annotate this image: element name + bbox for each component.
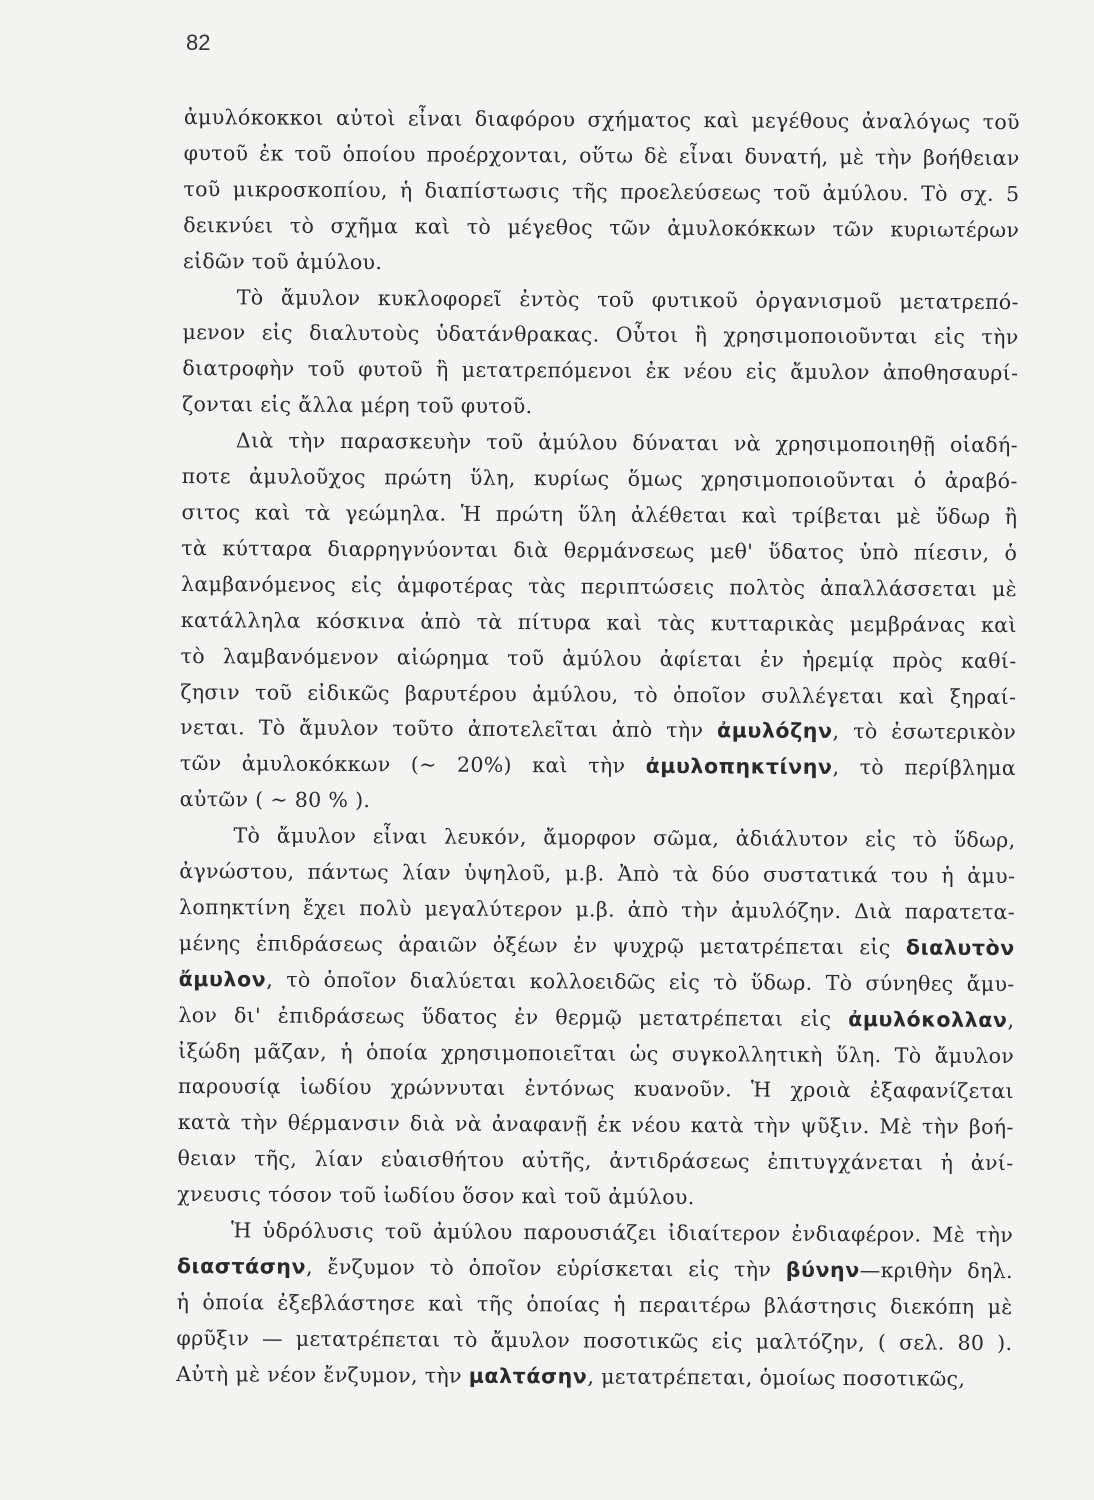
text-line: Τὸ ἄμυλον εἶναι λευκόν, ἄμορφον σῶμα, ἀδιάλυτον εἰς τὸ ὕδωρ, (233, 823, 1016, 853)
bold-term: ἄμυλον (178, 966, 267, 992)
text-run: , τὸ ἐσωτερικὸν (832, 719, 1017, 745)
text-line: αὐτῶν ( ~ 80 % ). (179, 787, 371, 813)
paragraph (177, 818, 1015, 1218)
bold-term: βύνην (785, 1257, 860, 1283)
text-run: Αὐτὴ μὲ νέον ἔνζυμον, τὴν (176, 1361, 469, 1388)
text-line: ἰξώδη μᾶζαν, ἡ ὁποία χρησιμοποιεῖται ὡς συγκολλητικὴ ὕλη. Τὸ ἄμυλον (178, 1038, 1015, 1068)
text-line (178, 998, 1014, 1039)
text-line: εἰδῶν τοῦ ἀμύλου. (182, 248, 383, 274)
text-line: Ἡ ὑδρόλυσις τοῦ ἀμύλου παρουσιάζει ἰδιαίτερον ἐνδιαφέρον. Μὲ τὴν (231, 1218, 1014, 1248)
text-run: τῶν ἀμυλοκόκκων (~ 20%) καὶ τὴν (179, 751, 646, 779)
text-line: θειαν τῆς, λίαν εὐαισθήτου αὐτῆς, ἀντιδράσεως ἐπιτυγχάνεται ἡ ἀνί- (177, 1146, 1014, 1176)
body-text (176, 100, 1020, 1398)
bold-term: διαστάσην (176, 1253, 307, 1279)
text-line: ἀμυλόκοκκοι αὐτοὶ εἶναι διαφόρου σχήματος καὶ μεγέθους ἀναλόγως τοῦ (183, 104, 1020, 135)
text-line: χνευσις τόσον τοῦ ἰωδίου ὅσον καὶ τοῦ ἀμύλου. (177, 1182, 695, 1210)
paragraph (182, 280, 1019, 429)
text-line: λοπηκτίνη ἔχει πολὺ μεγαλύτερον μ.β. ἀπὸ τὴν ἀμυλόζην. Διὰ παρατετα- (178, 894, 1016, 925)
bold-term: ἀμυλόκολλαν (848, 1006, 1008, 1032)
text-run: λον δι' ἐπιδράσεως ὕδατος ἐν θερμῷ μετατρέπεται εἰς (178, 1002, 849, 1031)
text-line: κατάλληλα κόσκινα ἀπὸ τὰ πίτυρα καὶ τὰς κυτταρικὰς μεμβράνας καὶ (180, 607, 1017, 637)
text-run: , (1007, 1007, 1015, 1032)
text-line: λαμβανόμενος εἰς ἀμφοτέρας τὰς περιπτώσεις πολτὸς ἀπαλλάσσεται μὲ (180, 571, 1018, 601)
text-line: διατροφὴν τοῦ φυτοῦ ἢ μετατρεπόμενοι ἐκ νέου εἰς ἄμυλον ἀποθησαυρί- (182, 356, 1019, 386)
text-line: τὸ λαμβανόμενον αἰώρημα τοῦ ἀμύλου ἀφίεται ἐν ἠρεμίᾳ πρὸς καθί- (180, 643, 1017, 673)
text-run: —κριθὴν δηλ. (859, 1258, 1013, 1284)
text-run: μένης ἐπιδράσεως ἀραιῶν ὀξέων ἐν ψυχρῷ μετατρέπεται εἰς (178, 930, 907, 960)
text-line: τὰ κύτταρα διαρρηγνύονται διὰ θερμάνσεως μεθ' ὕδατος ὑπὸ πίεσιν, ὁ (181, 535, 1018, 565)
text-line: Διὰ τὴν παρασκευὴν τοῦ ἀμύλου δύναται νὰ χρησιμοποιηθῇ οἱαδή- (235, 428, 1018, 458)
text-line (179, 962, 1015, 1003)
text-line (177, 1249, 1013, 1290)
bold-term: μαλτάσην (468, 1363, 588, 1389)
text-line: κατὰ τὴν θέρμανσιν διὰ νὰ ἀναφανῇ ἐκ νέου κατὰ τὴν ψῦξιν. Μὲ τὴν βοή- (177, 1110, 1014, 1140)
text-line: ποτε ἀμυλοῦχος πρώτη ὕλη, κυρίως ὅμως χρησιμοποιοῦνται ὁ ἀραβό- (181, 464, 1018, 494)
bold-term: ἀμυλοπηκτίνην (645, 754, 833, 780)
bold-term: ἀμυλόζην (716, 718, 833, 744)
text-run: , ἔνζυμον τὸ ὁποῖον εὑρίσκεται εἰς τὴν (306, 1254, 786, 1282)
bold-term: διαλυτὸν (905, 935, 1015, 960)
text-line: ἀγνώστου, πάντως λίαν ὑψηλοῦ, μ.β. Ἀπὸ τὰ δύο συστατικά του ἡ ἀμυ- (179, 859, 1016, 889)
text-line: δεικνύει τὸ σχῆμα καὶ τὸ μέγεθος τῶν ἀμυλοκόκκων τῶν κυριωτέρων (183, 212, 1020, 242)
text-line: τοῦ μικροσκοπίου, ἡ διαπίστωσις τῆς προελεύσεως τοῦ ἀμύλου. Τὸ σχ. 5 (183, 176, 1020, 206)
text-line: παρουσίᾳ ἰωδίου χρώννυται ἐντόνως κυανοῦν. Ἡ χροιὰ ἐξαφανίζεται (177, 1074, 1015, 1104)
text-line: φυτοῦ ἐκ τοῦ ὁποίου προέρχονται, οὕτω δὲ εἶναι δυνατή, μὲ τὴν βοήθειαν (183, 140, 1020, 171)
page-number: 82 (186, 30, 211, 55)
text-run: , μετατρέπεται, ὁμοίως ποσοτικῶς, (587, 1364, 966, 1391)
text-line: ζονται εἰς ἄλλα μέρη τοῦ φυτοῦ. (182, 392, 533, 419)
text-line: φρῦξιν — μετατρέπεται τὸ ἄμυλον ποσοτικῶς εἰς μαλτόζην, ( σελ. 80 ). (176, 1325, 1013, 1355)
text-run: , τὸ περίβλημα (832, 755, 1017, 781)
text-line: Τὸ ἄμυλον κυκλοφορεῖ ἐντὸς τοῦ φυτικοῦ ὀργανισμοῦ μετατρεπό- (236, 284, 1019, 314)
text-line (179, 926, 1015, 967)
text-run: , τὸ ὁποῖον διαλύεται κολλοειδῶς εἰς τὸ ὕδωρ. Τὸ σύνηθες ἄμυ- (266, 967, 1015, 996)
paragraph (176, 1213, 1013, 1398)
text-run: νεται. Τὸ ἄμυλον τοῦτο ἀποτελεῖται ἀπὸ τὴν (180, 715, 718, 743)
text-line (180, 746, 1016, 787)
text-line: μενον εἰς διαλυτοὺς ὑδατάνθρακας. Οὗτοι ἢ χρησιμοποιοῦνται εἰς τὴν (182, 320, 1019, 350)
text-line (180, 710, 1016, 751)
text-line (176, 1357, 1012, 1398)
text-line: ἡ ὁποία ἐξεβλάστησε καὶ τῆς ὁποίας ἡ περαιτέρω βλάστησις διεκόπη μὲ (176, 1289, 1013, 1319)
paragraph (180, 423, 1018, 823)
text-line: ζησιν τοῦ εἰδικῶς βαρυτέρου ἀμύλου, τὸ ὁποῖον συλλέγεται καὶ ξηραί- (180, 679, 1017, 709)
paragraph (183, 100, 1020, 285)
text-line: σιτος καὶ τὰ γεώμηλα. Ἡ πρώτη ὕλη ἀλέθεται καὶ τρίβεται μὲ ὕδωρ ἢ (181, 499, 1018, 530)
